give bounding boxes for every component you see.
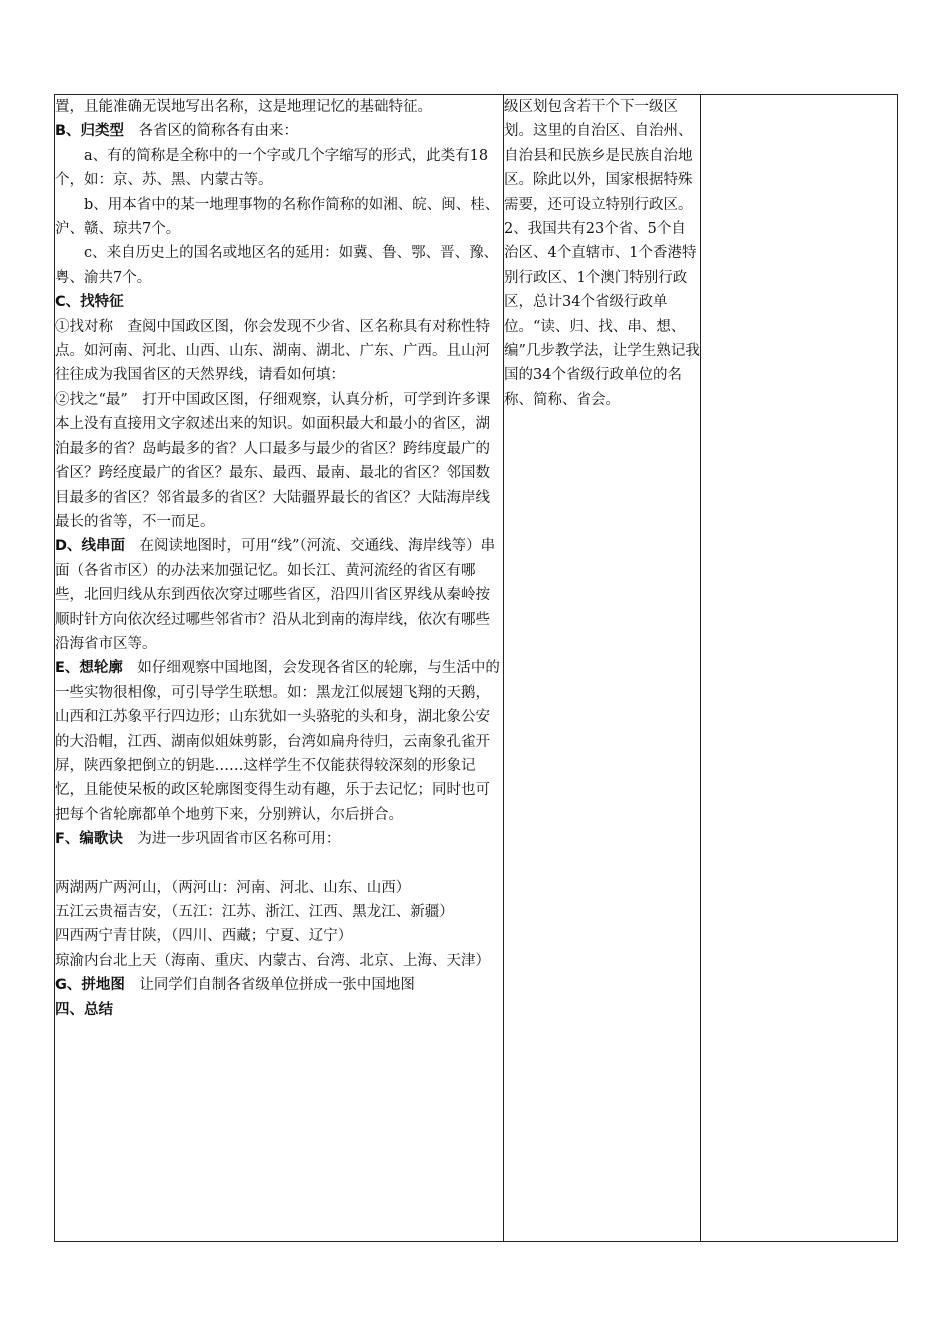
song-line: 两湖两广两河山，（两河山：河南、河北、山东、山西）	[55, 879, 411, 896]
paragraph: 2、我国共有23个省、5个自治区、4个直辖市、1个香港特别行政区、1个澳门特别行政区，总计34个省级行政单位。“读、归、找、串、想、编”几步教学法，让学生熟记我国的34个省级行政单位的名称、简称、省会。	[504, 221, 700, 408]
section-text: 各省区的简称各有由来：	[124, 123, 299, 140]
section-heading: E、想轮廓	[55, 660, 123, 677]
section-text: 在阅读地图时，可用“线”（河流、交通线、海岸线等）串面（各省市区）的办法来加强记忆。如长江、黄河流经的省区有哪些，北回归线从东到西依次穿过哪些省区，沿四川省区界线从秦岭按顺时针方向依次经过哪些邻省市？沿从北到南的海岸线，依次有哪些沿海省市区等。	[55, 538, 496, 652]
section-text: 为进一步巩固省市区名称可用：	[122, 831, 341, 848]
empty-cell	[701, 95, 898, 1242]
section-e	[55, 656, 503, 827]
section-b	[55, 119, 503, 143]
song-line: 五江云贵福吉安，（五江：江苏、浙江、江西、黑龙江、新疆）	[55, 904, 454, 920]
paragraph: b、用本省中的某一地理事物的名称作简称的如湘、皖、闽、桂、沪、赣、琼共7个。	[55, 196, 500, 238]
section-heading: G、拼地图	[55, 977, 125, 994]
table-row	[55, 95, 898, 1242]
song-line: 四西两宁青甘陕，（四川、西藏；宁夏、辽宁）	[55, 928, 353, 945]
section-heading: C、找特征	[55, 294, 124, 311]
section-f	[55, 827, 503, 851]
lesson-table	[54, 94, 898, 1242]
section-text: 如仔细观察中国地图，会发现各省区的轮廓，与生活中的一些实物很相像，可引导学生联想。如：黑龙江似展翅飞翔的天鹅，山西和江苏象平行四边形；山东犹如一头骆驼的头和身，湖北象公安的大沿帽，江西、湖南似姐妹剪影，台湾如扁舟待归，云南象孔雀开屏，陕西象把倒立的钥匙……这样学生不仅能获得较深刻的形象记忆，且能使呆板的政区轮廓图变得生动有趣，乐于去记忆；同时也可把每个省轮廓都单个地剪下来，分别辨认，尔后拼合。	[55, 660, 500, 823]
section-heading: D、线串面	[55, 538, 126, 555]
paragraph: 置，且能准确无误地写出名称，这是地理记忆的基础特征。	[55, 99, 432, 115]
section-g	[55, 973, 503, 997]
paragraph: 级区划包含若干个下一级区划。这里的自治区、自治州、自治县和民族乡是民族自治地区。除此以外，国家根据特殊需要，还可设立特别行政区。	[504, 99, 693, 213]
design-intent-cell	[504, 95, 701, 1242]
section-d	[55, 534, 503, 656]
song-line: 琼渝内台北上天（海南、重庆、内蒙古、台湾、北京、上海、天津）	[55, 952, 490, 969]
section-heading: B、归类型	[55, 123, 125, 140]
section-c	[55, 290, 503, 314]
paragraph: ①找对称 查阅中国政区图，你会发现不少省、区名称具有对称性特点。如河南、河北、山西、山东、湖南、湖北、广东、广西。且山河往往成为我国省区的天然界线，请看如何填：	[55, 318, 490, 384]
paragraph: ②找之“最” 打开中国政区图，仔细观察，认真分析，可学到许多课本上没有直接用文字叙述出来的知识。如面积最大和最小的省区，湖泊最多的省？岛屿最多的省？人口最多与最少的省区？跨纬度最广的省区？跨经度最广的省区？最东、最西、最南、最北的省区？邻国数目最多的省区？邻省最多的省区？大陆疆界最长的省区？大陆海岸线最长的省等，不一而足。	[55, 391, 491, 530]
section-heading: 四、总结	[55, 1001, 113, 1018]
blank-line	[55, 852, 503, 876]
paragraph: c、来自历史上的国名或地区名的延用：如冀、鲁、鄂、晋、豫、粤、渝共7个。	[55, 245, 499, 286]
section-heading: F、编歌诀	[55, 831, 123, 848]
teaching-content-cell	[55, 95, 504, 1242]
section-text: 让同学们自制各省级单位拼成一张中国地图	[124, 977, 415, 994]
summary-heading	[55, 998, 503, 1022]
paragraph: a、有的简称是全称中的一个字或几个字缩写的形式，此类有18个，如：京、苏、黑、内蒙古等。	[55, 147, 489, 189]
